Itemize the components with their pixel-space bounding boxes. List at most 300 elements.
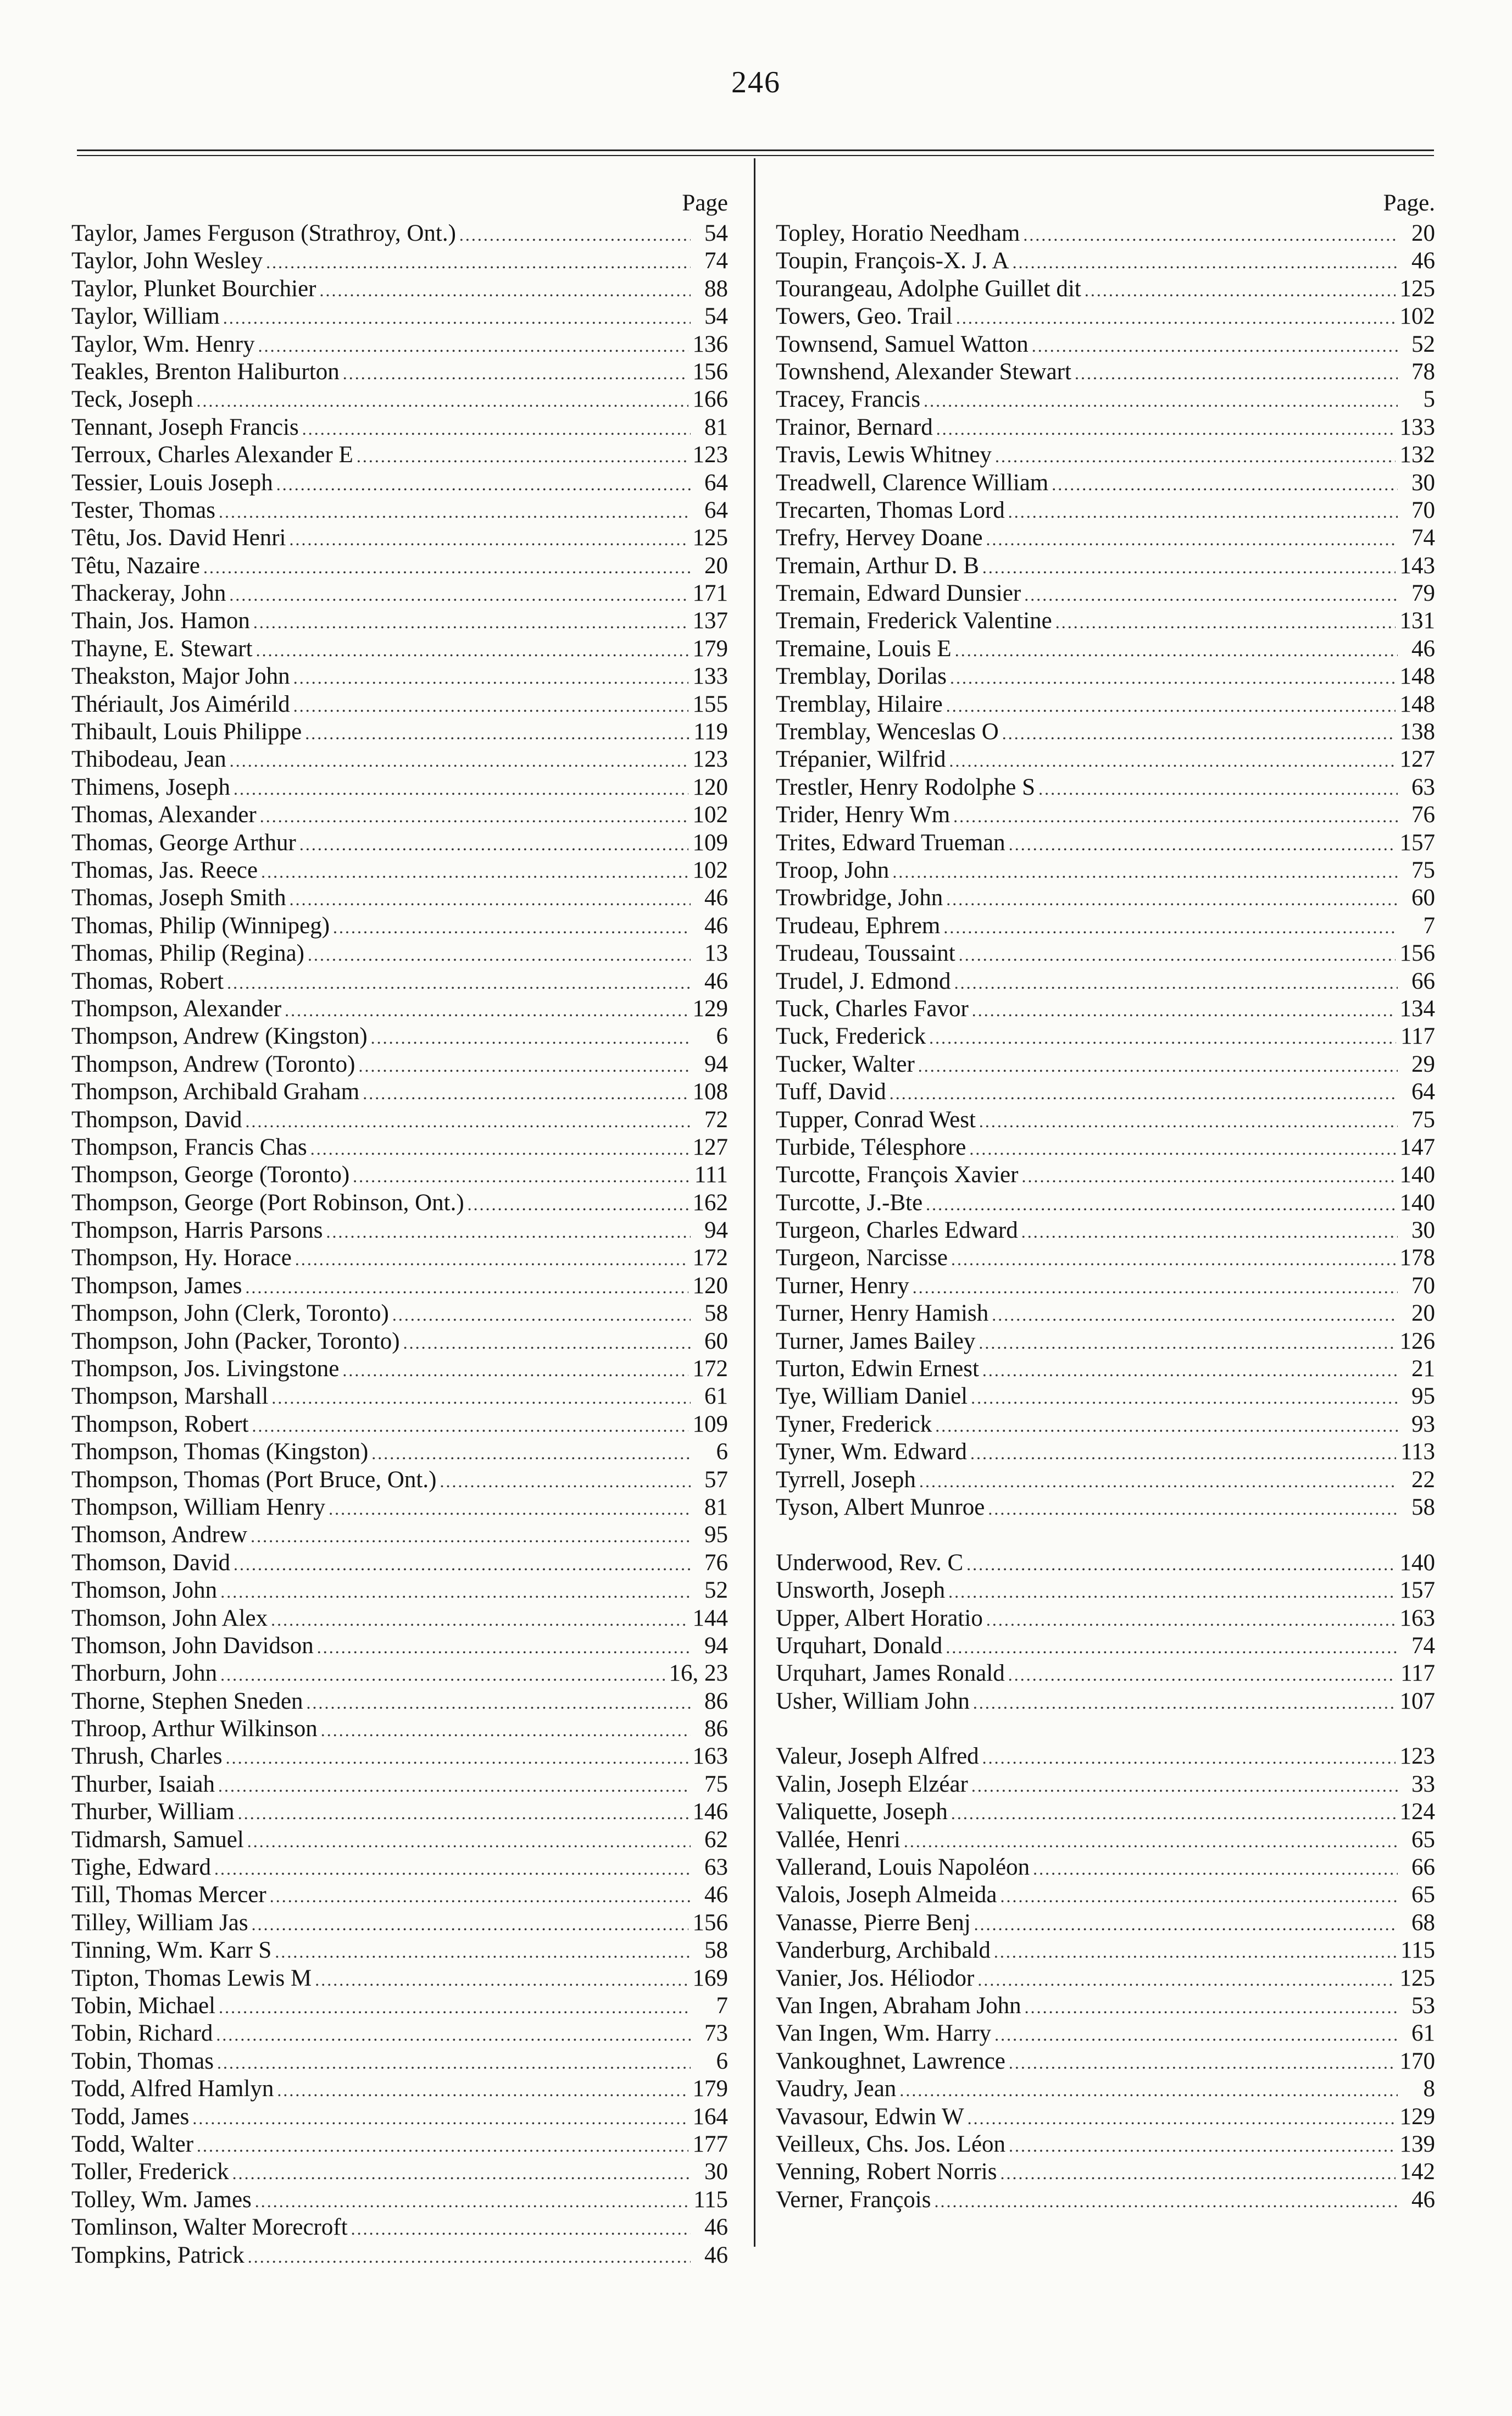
index-entry — [776, 857, 1435, 884]
dot-leader — [904, 1827, 1398, 1855]
entry-name: Trites, Edward Trueman — [776, 829, 1005, 856]
entry-name: Tobin, Richard — [71, 2020, 213, 2047]
entry-name: Teakles, Brenton Haliburton — [71, 358, 340, 385]
dot-leader — [276, 470, 691, 498]
index-entry — [71, 2214, 728, 2241]
entry-name: Tremaine, Louis E — [776, 635, 952, 662]
entry-page: 79 — [1411, 580, 1435, 607]
entry-page: 123 — [692, 746, 728, 773]
index-entry — [71, 1078, 728, 1106]
index-entry — [776, 469, 1435, 497]
index-entry — [776, 524, 1435, 552]
entry-name: Topley, Horatio Needham — [776, 220, 1020, 246]
index-entry — [71, 1798, 728, 1826]
entry-name: Turcotte, François Xavier — [776, 1162, 1019, 1188]
index-entry — [71, 358, 728, 386]
entry-page: 144 — [692, 1605, 728, 1631]
index-entry — [71, 857, 728, 884]
index-entry — [71, 2131, 728, 2158]
index-entry — [776, 1494, 1435, 1521]
dot-leader — [966, 1550, 1395, 1578]
index-entry — [776, 1300, 1435, 1327]
entry-page: 52 — [704, 1577, 728, 1604]
entry-page: 65 — [1411, 1826, 1435, 1853]
dot-leader — [371, 1439, 691, 1467]
dot-leader — [936, 415, 1396, 442]
dot-leader — [982, 553, 1396, 581]
entry-name: Thomas, Jas. Reece — [71, 857, 258, 883]
entry-name: Tompkins, Patrick — [71, 2242, 244, 2268]
dot-leader — [954, 969, 1398, 996]
entry-name: Unsworth, Joseph — [776, 1577, 946, 1604]
entry-page: 29 — [1411, 1051, 1435, 1077]
dot-leader — [943, 913, 1398, 941]
entry-page: 136 — [692, 331, 728, 357]
dot-leader — [290, 885, 691, 913]
entry-name: Tucker, Walter — [776, 1051, 915, 1077]
entry-name: Till, Thomas Mercer — [71, 1882, 266, 1908]
entry-name: Turbide, Télesphore — [776, 1134, 966, 1160]
dot-leader — [956, 304, 1396, 331]
entry-name: Tyrrell, Joseph — [776, 1466, 916, 1493]
entry-name: Thayne, E. Stewart — [71, 635, 253, 662]
entry-page: 123 — [1399, 1743, 1435, 1770]
entry-name: Turgeon, Narcisse — [776, 1245, 948, 1271]
entry-page: 179 — [692, 2076, 728, 2102]
entry-name: Tuck, Frederick — [776, 1023, 926, 1050]
entry-page: 74 — [1411, 1632, 1435, 1659]
entry-page: 102 — [692, 802, 728, 828]
entry-name: Thomas, George Arthur — [71, 829, 296, 856]
dot-leader — [220, 1661, 664, 1688]
dot-leader — [982, 1744, 1396, 1771]
entry-name: Trider, Henry Wm — [776, 802, 950, 828]
entry-page: 169 — [692, 1965, 728, 1991]
entry-name: Thackeray, John — [71, 580, 226, 607]
entry-name: Vanier, Jos. Héliodor — [776, 1965, 975, 1991]
index-entry — [71, 1577, 728, 1604]
dot-leader — [951, 1799, 1396, 1827]
index-entry — [71, 331, 728, 358]
entry-name: Tyner, Frederick — [776, 1411, 932, 1437]
dot-leader — [934, 2187, 1398, 2215]
entry-name: Thompson, Archibald Graham — [71, 1079, 360, 1105]
index-entry — [776, 386, 1435, 413]
index-entry — [71, 1549, 728, 1577]
dot-leader — [946, 692, 1396, 719]
entry-name: Thompson, Alexander — [71, 995, 282, 1022]
index-entry — [776, 1798, 1435, 1826]
index-entry — [71, 1688, 728, 1715]
entry-name: Teck, Joseph — [71, 386, 193, 413]
index-entry — [71, 1383, 728, 1410]
index-entry — [776, 1466, 1435, 1494]
dot-leader — [351, 2215, 691, 2242]
index-entry — [71, 663, 728, 690]
index-entry — [776, 1826, 1435, 1854]
entry-page: 8 — [1423, 2076, 1435, 2102]
index-entry — [71, 884, 728, 912]
entry-page: 46 — [1411, 2186, 1435, 2213]
entry-page: 46 — [1411, 635, 1435, 662]
entry-name: Thomson, John — [71, 1577, 218, 1604]
dot-leader — [392, 1301, 691, 1328]
entry-page: 64 — [1411, 1079, 1435, 1105]
dot-leader — [929, 1024, 1396, 1051]
index-column-left — [71, 187, 728, 2269]
index-entry — [71, 275, 728, 303]
entry-name: Thompson, James — [71, 1272, 242, 1299]
entry-name: Têtu, Jos. David Henri — [71, 525, 286, 551]
index-entry — [71, 1771, 728, 1798]
index-entry — [776, 1605, 1435, 1632]
entry-page: 94 — [704, 1632, 728, 1659]
index-entry — [71, 1244, 728, 1272]
entry-name: Tyner, Wm. Edward — [776, 1439, 967, 1465]
dot-leader — [266, 248, 691, 276]
entry-name: Valois, Joseph Almeida — [776, 1882, 997, 1908]
entry-page: 81 — [704, 414, 728, 440]
index-entry — [71, 2075, 728, 2103]
entry-name: Trowbridge, John — [776, 885, 943, 911]
entry-page: 75 — [1411, 857, 1435, 883]
entry-page: 75 — [704, 1771, 728, 1797]
index-entry — [71, 386, 728, 413]
entry-name: Thompson, George (Port Robinson, Ont.) — [71, 1189, 464, 1216]
dot-leader — [953, 802, 1398, 830]
index-entry — [71, 1715, 728, 1743]
entry-page: 148 — [1399, 663, 1435, 690]
dot-leader — [247, 1827, 691, 1855]
index-entry — [776, 275, 1435, 303]
dot-leader — [924, 387, 1398, 414]
entry-page: 46 — [704, 912, 728, 939]
entry-name: Thompson, George (Toronto) — [71, 1162, 350, 1188]
index-entry — [776, 358, 1435, 386]
entry-page: 61 — [1411, 2020, 1435, 2047]
index-entry — [776, 2020, 1435, 2047]
entry-name: Tipton, Thomas Lewis M — [71, 1965, 312, 1991]
index-entry — [776, 2048, 1435, 2075]
dot-leader — [1013, 248, 1398, 276]
dot-leader — [972, 996, 1396, 1024]
entry-name: Thompson, Thomas (Port Bruce, Ont.) — [71, 1466, 437, 1493]
entry-page: 54 — [704, 303, 728, 330]
entry-name: Trudeau, Ephrem — [776, 912, 941, 939]
entry-name: Thompson, William Henry — [71, 1494, 326, 1520]
entry-page: 30 — [1411, 1217, 1435, 1244]
dot-leader — [343, 359, 688, 387]
entry-name: Townsend, Samuel Watton — [776, 331, 1029, 357]
index-entry — [776, 1854, 1435, 1881]
index-entry — [776, 2186, 1435, 2214]
index-entry — [776, 552, 1435, 580]
entry-name: Toupin, François-X. J. A — [776, 248, 1009, 274]
entry-name: Valin, Joseph Elzéar — [776, 1771, 968, 1797]
entry-name: Tester, Thomas — [71, 497, 215, 523]
index-entry — [776, 1549, 1435, 1577]
dot-leader — [293, 664, 688, 691]
entry-name: Vallerand, Louis Napoléon — [776, 1854, 1030, 1881]
entry-name: Van Ingen, Wm. Harry — [776, 2020, 992, 2047]
dot-leader — [203, 553, 691, 581]
index-entry — [776, 441, 1435, 469]
dot-leader — [1021, 1162, 1395, 1190]
index-entry — [776, 1217, 1435, 1244]
dot-leader — [986, 1606, 1396, 1633]
index-entry — [71, 2048, 728, 2075]
entry-name: Verner, François — [776, 2186, 931, 2213]
dot-leader — [256, 636, 688, 664]
dot-leader — [216, 2021, 691, 2048]
entry-name: Taylor, Plunket Bourchier — [71, 275, 316, 302]
dot-leader — [979, 1329, 1395, 1356]
entry-page: 139 — [1399, 2131, 1435, 2157]
index-entry — [71, 1743, 728, 1770]
entry-name: Thompson, Francis Chas — [71, 1134, 307, 1160]
dot-leader — [1021, 1218, 1398, 1245]
index-entry — [71, 1992, 728, 2020]
entry-page: 115 — [693, 2186, 728, 2213]
index-entry — [776, 220, 1435, 247]
entry-name: Venning, Robert Norris — [776, 2159, 997, 2185]
entry-name: Vankoughnet, Lawrence — [776, 2048, 1005, 2074]
entry-name: Thurber, William — [71, 1799, 235, 1825]
dot-leader — [1008, 1661, 1396, 1688]
entry-page: 65 — [1411, 1882, 1435, 1908]
dot-leader — [935, 1412, 1398, 1439]
dot-leader — [969, 1135, 1395, 1162]
entry-name: Tremain, Arthur D. B — [776, 552, 979, 579]
entry-name: Vavasour, Edwin W — [776, 2103, 964, 2130]
index-entry — [776, 2103, 1435, 2131]
dot-leader — [260, 802, 688, 830]
entry-page: 172 — [692, 1356, 728, 1382]
entry-name: Urquhart, James Ronald — [776, 1660, 1005, 1687]
index-entry — [776, 718, 1435, 746]
entry-page: 74 — [704, 248, 728, 274]
entry-name: Turton, Edwin Ernest — [776, 1356, 979, 1382]
entry-page: 6 — [716, 1439, 728, 1465]
entry-name: Tourangeau, Adolphe Guillet dit — [776, 275, 1081, 302]
index-entry — [71, 1937, 728, 1964]
entry-page: 107 — [1399, 1688, 1435, 1714]
dot-leader — [293, 692, 688, 719]
dot-leader — [951, 1245, 1396, 1273]
header-rule — [77, 149, 1434, 151]
entry-page: 64 — [704, 469, 728, 496]
entry-page: 143 — [1399, 552, 1435, 579]
entry-page: 157 — [1399, 1577, 1435, 1604]
entry-name: Tennant, Joseph Francis — [71, 414, 299, 440]
entry-name: Trainor, Bernard — [776, 414, 933, 440]
entry-page: 102 — [692, 857, 728, 883]
index-entry — [776, 691, 1435, 718]
index-entry — [776, 635, 1435, 663]
entry-name: Thimens, Joseph — [71, 774, 231, 800]
entry-page: 72 — [704, 1106, 728, 1133]
entry-page: 81 — [704, 1494, 728, 1520]
index-entry — [71, 441, 728, 469]
entry-page: 94 — [704, 1051, 728, 1077]
entry-page: 163 — [692, 1743, 728, 1770]
entry-name: Tremblay, Hilaire — [776, 691, 943, 717]
dot-leader — [1025, 1993, 1398, 2021]
dot-leader — [217, 2049, 691, 2076]
entry-name: Thompson, John (Packer, Toronto) — [71, 1328, 400, 1354]
dot-leader — [295, 1245, 688, 1273]
dot-leader — [197, 2132, 688, 2159]
entry-name: Trefry, Hervey Doane — [776, 525, 983, 551]
dot-leader — [1055, 608, 1396, 636]
entry-page: 46 — [704, 885, 728, 911]
dot-leader — [971, 1772, 1398, 1799]
entry-page: 6 — [716, 1023, 728, 1050]
dot-leader — [252, 1412, 688, 1439]
dot-leader — [255, 2187, 689, 2215]
entry-page: 123 — [692, 442, 728, 468]
entry-page: 157 — [1399, 829, 1435, 856]
entry-page: 140 — [1399, 1189, 1435, 1216]
entry-page: 142 — [1399, 2159, 1435, 2185]
dot-leader — [214, 1855, 691, 1882]
index-entry — [71, 497, 728, 524]
dot-leader — [258, 332, 688, 359]
dot-leader — [230, 747, 688, 774]
dot-leader — [974, 1910, 1398, 1938]
index-entry — [71, 1134, 728, 1161]
dot-leader — [253, 608, 688, 636]
entry-page: 137 — [692, 608, 728, 634]
header-rule-thin — [77, 155, 1434, 156]
entry-page: 127 — [1399, 746, 1435, 773]
entry-name: Tracey, Francis — [776, 386, 921, 413]
dot-leader — [955, 636, 1398, 664]
dot-leader — [1009, 830, 1396, 858]
entry-page: 124 — [1399, 1799, 1435, 1825]
index-entry — [776, 1632, 1435, 1660]
entry-page: 6 — [716, 2048, 728, 2074]
dot-leader — [342, 1356, 688, 1384]
entry-name: Thompson, Jos. Livingstone — [71, 1356, 340, 1382]
index-entry — [71, 1494, 728, 1521]
entry-page: 60 — [704, 1328, 728, 1354]
index-entry — [71, 1826, 728, 1854]
entry-page: 117 — [1400, 1660, 1435, 1687]
entry-page: 148 — [1399, 691, 1435, 717]
entry-name: Theakston, Major John — [71, 663, 290, 690]
dot-leader — [948, 1578, 1395, 1605]
dot-leader — [946, 885, 1398, 913]
entry-name: Thompson, Marshall — [71, 1383, 269, 1410]
entry-name: Trudel, J. Edmond — [776, 968, 951, 994]
entry-name: Treadwell, Clarence William — [776, 469, 1049, 496]
dot-leader — [440, 1467, 691, 1495]
dot-leader — [892, 858, 1398, 885]
entry-page: 170 — [1399, 2048, 1435, 2074]
entry-page: 33 — [1411, 1771, 1435, 1797]
dot-leader — [1033, 1855, 1398, 1882]
dot-leader — [219, 498, 691, 525]
index-entry — [776, 1078, 1435, 1106]
index-entry — [776, 829, 1435, 857]
index-entry — [776, 1134, 1435, 1161]
entry-name: Thain, Jos. Hamon — [71, 608, 250, 634]
index-entry — [71, 1466, 728, 1494]
dot-leader — [468, 1190, 688, 1218]
entry-name: Trépanier, Wilfrid — [776, 746, 946, 773]
entry-page: 117 — [1400, 1023, 1435, 1050]
entry-page: 75 — [1411, 1106, 1435, 1133]
dot-leader — [403, 1329, 691, 1356]
entry-page: 20 — [1411, 1300, 1435, 1327]
dot-leader — [1075, 359, 1398, 387]
index-entry — [776, 303, 1435, 330]
entry-page: 147 — [1399, 1134, 1435, 1160]
entry-name: Towers, Geo. Trail — [776, 303, 953, 330]
entry-page: 126 — [1399, 1328, 1435, 1354]
entry-page: 138 — [1399, 719, 1435, 745]
entry-page: 30 — [704, 2159, 728, 2185]
entry-page: 125 — [692, 525, 728, 551]
index-entry — [71, 607, 728, 635]
entry-name: Todd, Alfred Hamlyn — [71, 2076, 274, 2102]
dot-leader — [271, 1606, 688, 1633]
entry-name: Thompson, Andrew (Toronto) — [71, 1051, 355, 1077]
entry-page: 76 — [704, 1549, 728, 1576]
index-entry — [71, 1023, 728, 1050]
entry-page: 22 — [1411, 1466, 1435, 1493]
index-entry — [776, 1438, 1435, 1466]
dot-leader — [1052, 470, 1398, 498]
dot-leader — [319, 276, 691, 304]
entry-page: 20 — [1411, 220, 1435, 246]
index-entry — [71, 940, 728, 967]
index-entry — [776, 1051, 1435, 1078]
dot-leader — [459, 221, 691, 248]
index-entry — [71, 303, 728, 330]
index-entry — [71, 1411, 728, 1438]
page-number: 246 — [731, 65, 781, 99]
entry-page: 57 — [704, 1466, 728, 1493]
entry-page: 66 — [1411, 968, 1435, 994]
entry-page: 179 — [692, 635, 728, 662]
entry-name: Tye, William Daniel — [776, 1383, 968, 1410]
entry-page: 46 — [1411, 248, 1435, 274]
index-entry — [71, 2020, 728, 2047]
dot-leader — [219, 1993, 691, 2021]
dot-leader — [959, 941, 1396, 968]
entry-name: Thomas, Philip (Winnipeg) — [71, 912, 330, 939]
index-entry — [776, 1244, 1435, 1272]
entry-name: Turner, Henry — [776, 1272, 909, 1299]
index-entry — [71, 1217, 728, 1244]
entry-name: Travis, Lewis Whitney — [776, 442, 992, 468]
entry-page: 5 — [1423, 386, 1435, 413]
entry-name: Thompson, Harris Parsons — [71, 1217, 323, 1244]
dot-leader — [234, 1550, 691, 1578]
entry-page: 46 — [704, 2242, 728, 2268]
index-entry — [776, 1189, 1435, 1217]
entry-name: Tomlinson, Walter Morecroft — [71, 2214, 348, 2241]
entry-page: 21 — [1411, 1356, 1435, 1382]
entry-page: 133 — [692, 663, 728, 690]
dot-leader — [307, 1689, 691, 1716]
index-entry — [71, 1355, 728, 1383]
index-entry — [776, 414, 1435, 441]
entry-name: Tighe, Edward — [71, 1854, 212, 1881]
index-entry — [71, 829, 728, 857]
